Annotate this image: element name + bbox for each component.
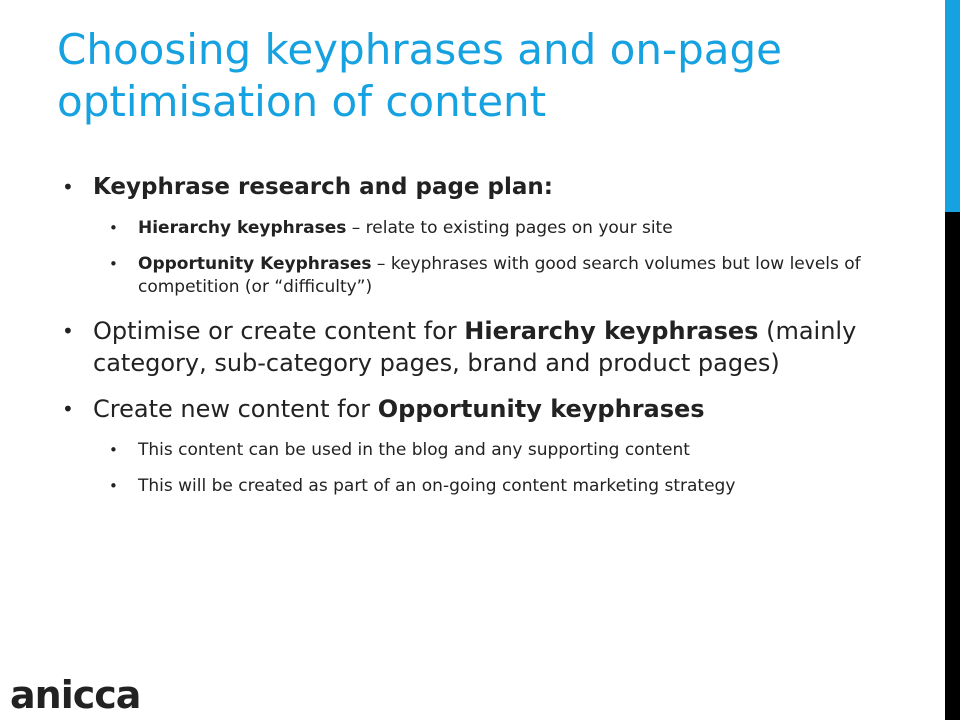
subbullet-text: – keyphrases with good search volumes but low levels of competition (or “difficulty”)	[138, 254, 861, 297]
slide-title: Choosing keyphrases and on-page optimisation of content	[57, 25, 783, 126]
bullet-optimise-content	[60, 315, 930, 379]
subbullet-blog-content	[105, 439, 930, 462]
bullet-create-new-content	[60, 393, 930, 425]
bullet-keyphrase-research	[60, 172, 930, 203]
side-accent-bar	[945, 0, 960, 212]
subbullet-hierarchy-keyphrases	[105, 217, 930, 240]
bullet-text-after: (mainly category, sub-category pages, brand and product pages)	[93, 317, 857, 377]
bullet-text: Create new content for	[93, 395, 378, 423]
subbullet-text: – relate to existing pages on your site	[346, 218, 673, 238]
subbullet-text: This will be created as part of an on-going content marketing strategy	[138, 476, 736, 496]
logo-text: anicca	[10, 673, 141, 717]
bullet-bold-text: Opportunity keyphrases	[377, 395, 705, 423]
subbullet-bold-text: Opportunity Keyphrases	[138, 254, 372, 274]
bullet-bold-text: Hierarchy keyphrases	[464, 317, 759, 345]
bullet-bold-text: Keyphrase research and page plan:	[93, 174, 553, 200]
subbullet-text: This content can be used in the blog and any supporting content	[138, 440, 690, 460]
slide-content	[60, 172, 930, 511]
subbullet-bold-text: Hierarchy keyphrases	[138, 218, 347, 238]
anicca-logo	[10, 668, 150, 718]
subbullet-opportunity-keyphrases	[105, 253, 930, 299]
bullet-text: Optimise or create content for	[93, 317, 465, 345]
subbullet-content-strategy	[105, 475, 930, 498]
